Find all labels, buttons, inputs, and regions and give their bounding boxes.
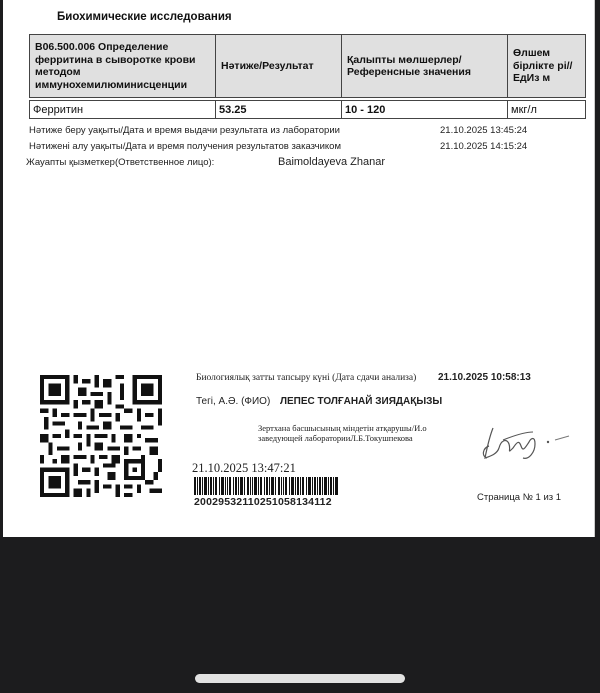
lab-head [258, 423, 427, 443]
cell-reference: 10 - 120 [342, 101, 508, 119]
received-value: 21.10.2025 14:15:24 [440, 141, 528, 152]
table-header-row [30, 35, 586, 98]
signature-icon [473, 418, 583, 463]
home-indicator[interactable] [195, 674, 405, 683]
header-unit: Өлшем бірлікте рі//ЕдИз м [508, 35, 586, 98]
qr-code-icon [40, 375, 162, 497]
cell-unit: мкг/л [508, 101, 586, 119]
section-title: Биохимические исследования [57, 11, 232, 23]
table-row [30, 101, 586, 119]
sample-date-value: 21.10.2025 10:58:13 [438, 372, 531, 383]
issued-label: Нәтиже беру уақыты/Дата и время выдачи результата из лаборатории [29, 125, 340, 136]
lab-head-line2: заведующей лабораторииЛ.Б.Токушпекова [258, 433, 413, 443]
barcode-icon [194, 477, 338, 495]
header-result: Нәтиже/Результат [216, 35, 342, 98]
responsible-label: Жауапты қызметкер(Ответственное лицо): [26, 157, 215, 168]
lab-head-line1: Зертхана басшысының міндетін атқарушы/И.о [258, 423, 427, 433]
sample-date-label: Биологиялық затты тапсыру күні (Дата сдачи анализа) [196, 373, 417, 383]
patient-name: ЛЕПЕС ТОЛҒАНАЙ ЗИЯДАҚЫЗЫ [280, 396, 443, 407]
results-table [29, 34, 586, 119]
cell-result: 53.25 [216, 101, 342, 119]
barcode-number: 20029532110251058134112 [194, 496, 332, 508]
header-test: B06.500.006 Определение ферритина в сыворотке крови методом иммунохемилюминисценции [30, 35, 216, 98]
document-page [3, 0, 595, 537]
page-number: Страница № 1 из 1 [477, 492, 562, 503]
cell-test: Ферритин [30, 101, 216, 119]
issued-value: 21.10.2025 13:45:24 [440, 125, 528, 136]
print-datetime: 21.10.2025 13:47:21 [192, 461, 296, 475]
received-label: Нәтижені алу уақыты/Дата и время получения результатов заказчиком [29, 141, 342, 152]
fio-label: Тегі, А.Ә. (ФИО) [196, 396, 271, 407]
header-reference: Қалыпты мөлшерлер/Референсные значения [342, 35, 508, 98]
responsible-value: Baimoldayeva Zhanar [278, 156, 386, 168]
